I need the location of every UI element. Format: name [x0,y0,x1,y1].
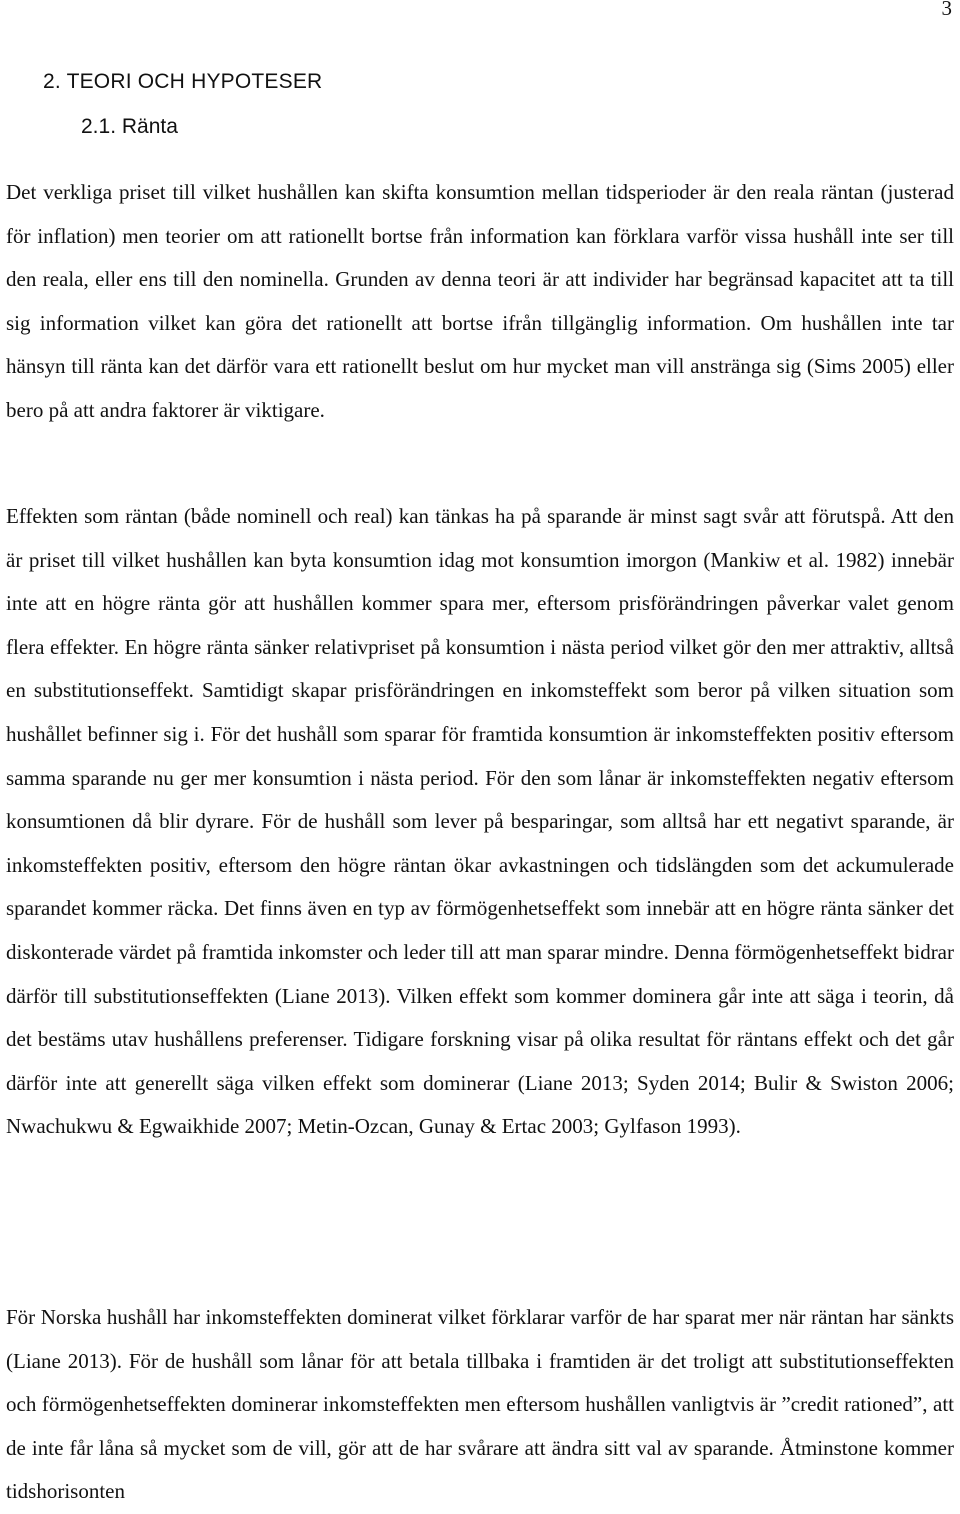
subsection-heading: 2.1. Ränta [81,115,178,138]
page-number: 3 [941,0,952,20]
paragraph-interest-effects: Effekten som räntan (både nominell och real) kan tänkas ha på sparande är minst sagt svår att förutspå. Att den är priset till vilket hushållen kan byta konsumtion idag mot konsumtion imorgon (Mankiw et al. 1982) innebär inte att en högre ränta gör att hushållen kommer spara mer, eftersom prisförändringen påverkar valet genom flera effekter. En högre ränta sänker relativpriset på konsumtion i nästa period vilket gör den mer attraktiv, alltså en substitutionseffekt. Samtidigt skapar prisförändringen en inkomsteffekt som beror på vilken situation som hushållet befinner sig i. För det hushåll som sparar för framtida konsumtion är inkomsteffekten positiv eftersom samma sparande nu ger mer konsumtion i nästa period. För den som lånar är inkomsteffekten negativ eftersom konsumtionen då blir dyrare. För de hushåll som lever på besparingar, som alltså har ett negativt sparande, är inkomsteffekten positiv, eftersom den högre räntan ökar avkastningen och tidslängden som det ackumulerade sparandet kommer räcka. Det finns även en typ av förmögenhetseffekt som innebär att en högre ränta sänker det diskonterade värdet på framtida inkomster och leder till att man sparar mindre. Denna förmögenhetseffekt bidrar därför till substitutionseffekten (Liane 2013). Vilken effekt som kommer dominera går inte att säga i teorin, då det bestäms utav hushållens preferenser. Tidigare forskning visar på olika resultat för räntans effekt och det går därför inte att generellt säga vilken effekt som dominerar (Liane 2013; Syden 2014; Bulir & Swiston 2006; Nwachukwu & Egwaikhide 2007; Metin-Ozcan, Gunay & Ertac 2003; Gylfason 1993). [6,504,954,1139]
section-heading: 2. TEORI OCH HYPOTESER [43,70,323,93]
paragraph-norwegian-households: För Norska hushåll har inkomsteffekten dominerat vilket förklarar varför de har sparat mer när räntan har sänkts (Liane 2013). För de hushåll som lånar för att betala tillbaka i framtiden är det troligt att substitutionseffekten och förmögenhetseffekten dominerar inkomsteffekten men eftersom hushållen vanligtvis är ”credit rationed”, att de inte får låna så mycket som de vill, gör att de har svårare att ändra sitt val av sparande. Åtminstone kommer tidshorisonten [6,1305,954,1504]
paragraph-real-interest: Det verkliga priset till vilket hushållen kan skifta konsumtion mellan tidsperioder är den reala räntan (justerad för inflation) men teorier om att rationellt bortse från information kan förklara varför vissa hushåll inte ser till den reala, eller ens till den nominella. Grunden av denna teori är att individer har begränsad kapacitet att ta till sig information vilket kan göra det rationellt att bortse ifrån tillgänglig information. Om hushållen inte tar hänsyn till ränta kan det därför vara ett rationellt beslut om hur mycket man vill anstränga sig (Sims 2005) eller bero på att andra faktorer är viktigare. [6,180,954,422]
